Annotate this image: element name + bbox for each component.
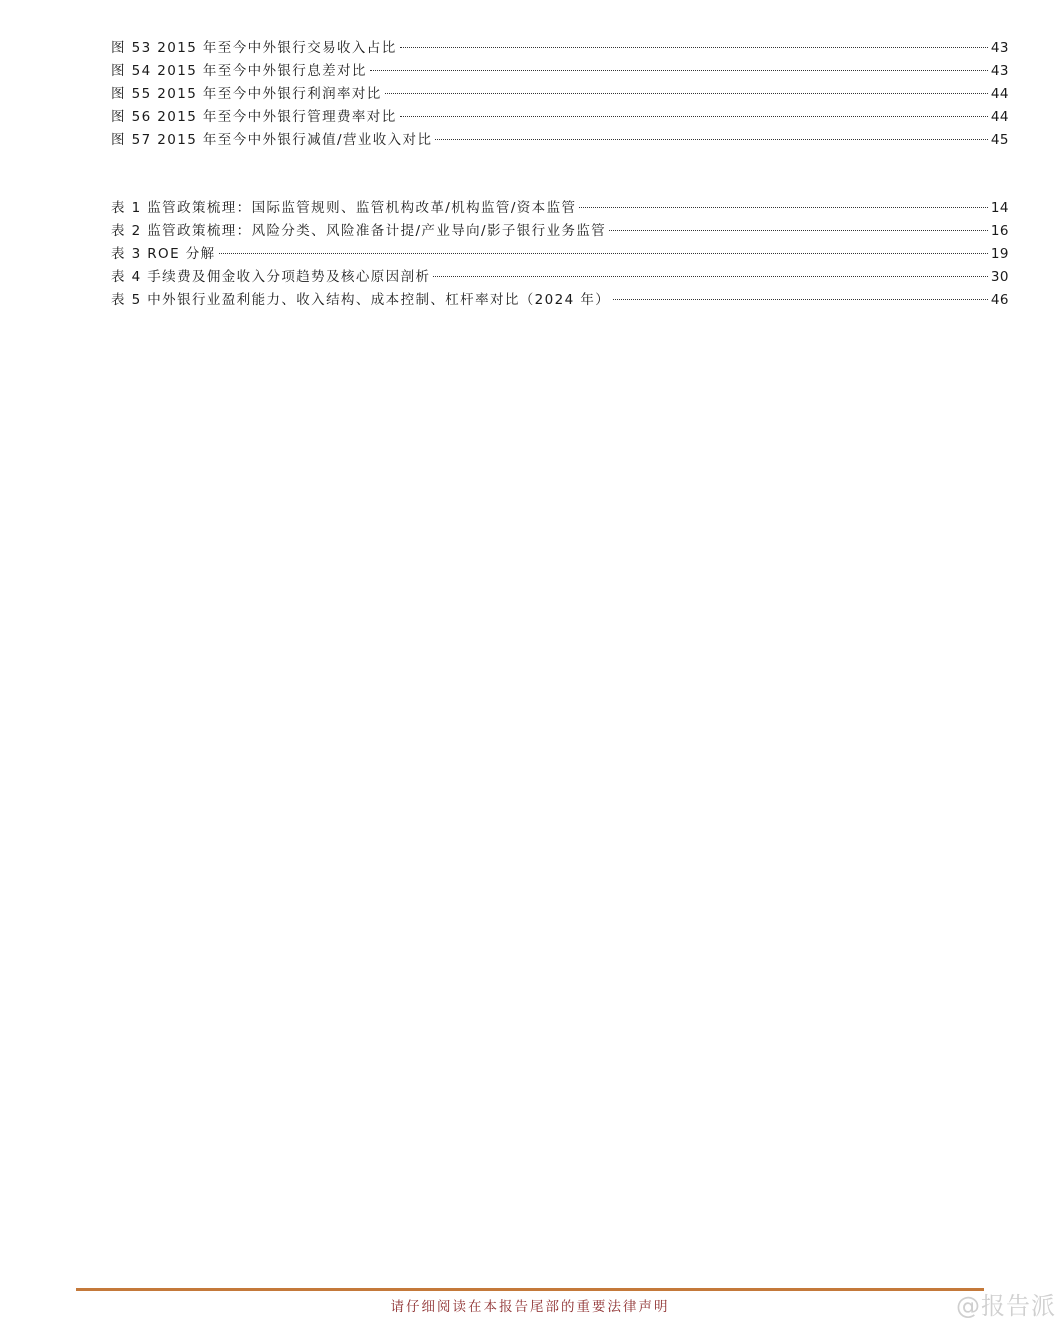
- toc-entry[interactable]: [111, 106, 1009, 129]
- table-list: [111, 197, 1009, 312]
- toc-entry[interactable]: [111, 129, 1009, 152]
- dot-leader: [433, 276, 987, 277]
- watermark: @报告派: [956, 1292, 1056, 1320]
- toc-entry-label: 表 4 手续费及佣金收入分项趋势及核心原因剖析: [111, 269, 431, 285]
- toc-entry[interactable]: [111, 197, 1009, 220]
- dot-leader: [385, 93, 988, 94]
- legal-disclaimer-note: 请仔细阅读在本报告尾部的重要法律声明: [390, 1299, 670, 1315]
- toc-entry-label: 图 57 2015 年至今中外银行减值/营业收入对比: [111, 132, 433, 148]
- dot-leader: [400, 47, 988, 48]
- toc-entry-page: 43: [990, 63, 1009, 79]
- toc-entry-label: 表 2 监管政策梳理：风险分类、风险准备计提/产业导向/影子银行业务监管: [111, 223, 607, 239]
- toc-entry-page: 44: [990, 109, 1009, 125]
- toc-entry-label: 图 56 2015 年至今中外银行管理费率对比: [111, 109, 397, 125]
- dot-leader: [219, 253, 988, 254]
- figure-list: [111, 37, 1009, 152]
- dot-leader: [400, 116, 988, 117]
- dot-leader: [609, 230, 988, 231]
- toc-entry[interactable]: [111, 266, 1009, 289]
- toc-entry-label: 表 1 监管政策梳理：国际监管规则、监管机构改革/机构监管/资本监管: [111, 200, 577, 216]
- toc-entry[interactable]: [111, 60, 1009, 83]
- toc-entry-page: 16: [990, 223, 1009, 239]
- toc-entry-page: 19: [990, 246, 1009, 262]
- dot-leader: [579, 207, 987, 208]
- toc-entry-page: 45: [990, 132, 1009, 148]
- dot-leader: [435, 139, 987, 140]
- toc-entry[interactable]: [111, 37, 1009, 60]
- toc-entry[interactable]: [111, 83, 1009, 106]
- toc-entry-page: 46: [990, 292, 1009, 308]
- toc-entry-label: 表 3 ROE 分解: [111, 246, 216, 262]
- toc-entry[interactable]: [111, 243, 1009, 266]
- toc-entry-page: 14: [990, 200, 1009, 216]
- toc-entry[interactable]: [111, 220, 1009, 243]
- toc-entry[interactable]: [111, 289, 1009, 312]
- toc-entry-label: 图 55 2015 年至今中外银行利润率对比: [111, 86, 382, 102]
- toc-entry-page: 43: [990, 40, 1009, 56]
- toc-entry-page: 44: [990, 86, 1009, 102]
- toc-entry-label: 图 54 2015 年至今中外银行息差对比: [111, 63, 367, 79]
- dot-leader: [613, 299, 988, 300]
- footer-divider: [76, 1288, 984, 1291]
- toc-entry-label: 图 53 2015 年至今中外银行交易收入占比: [111, 40, 397, 56]
- dot-leader: [370, 70, 988, 71]
- toc-entry-label: 表 5 中外银行业盈利能力、收入结构、成本控制、杠杆率对比（2024 年）: [111, 292, 611, 308]
- toc-entry-page: 30: [990, 269, 1009, 285]
